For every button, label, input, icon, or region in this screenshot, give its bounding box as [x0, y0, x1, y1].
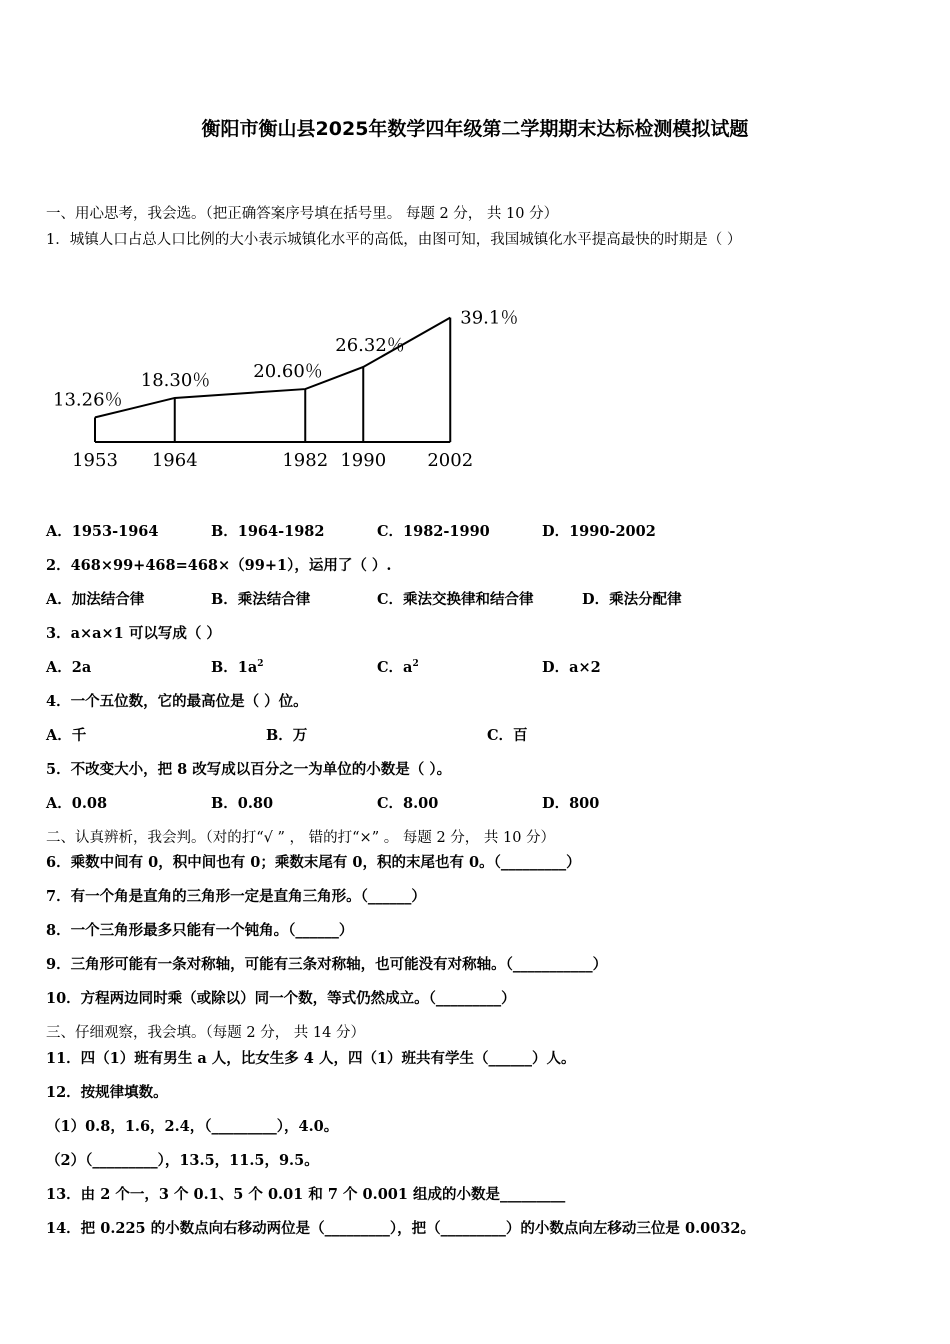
q5-option-a[interactable]: A．0.08 [46, 795, 108, 812]
q4-option-b[interactable]: B．万 [266, 727, 308, 744]
q5-option-b[interactable]: B．0.80 [211, 795, 274, 812]
chart-data-label: 39.1％ [460, 307, 519, 329]
chart-data-label: 13.26％ [53, 389, 123, 411]
chart-data-label: 26.32％ [335, 334, 405, 356]
q1-option-d[interactable]: D．1990-2002 [542, 523, 656, 540]
q1-option-a[interactable]: A．1953-1964 [46, 523, 159, 540]
q5-option-d[interactable]: D．800 [542, 795, 600, 812]
question-10: 10．方程两边同时乘（或除以）同一个数，等式仍然成立。（_________） [46, 990, 516, 1007]
q1-option-b[interactable]: B．1964-1982 [211, 523, 325, 540]
chart-data-label: 20.60％ [253, 361, 323, 383]
q2-option-b[interactable]: B．乘法结合律 [211, 591, 311, 608]
chart-x-tick-label: 1990 [340, 450, 387, 471]
superscript: 2 [257, 659, 264, 670]
q5-option-c[interactable]: C．8.00 [377, 795, 439, 812]
page-title: 衡阳市衡山县2025年数学四年级第二学期期末达标检测模拟试题 [201, 118, 749, 140]
q4-option-a[interactable]: A．千 [46, 727, 87, 744]
question-12: 12．按规律填数。 [46, 1084, 168, 1101]
section-3-heading: 三、仔细观察，我会填。（每题 2 分， 共 14 分） [46, 1025, 365, 1041]
question-9: 9．三角形可能有一条对称轴，可能有三条对称轴，也可能没有对称轴。（___________） [46, 956, 608, 973]
q3-option-b[interactable]: B．$1a^2$ [211, 659, 264, 676]
question-3: 3．a×a×1 可以写成（ ） [46, 625, 221, 642]
chart-x-tick-label: 1964 [151, 450, 198, 471]
q4-option-c[interactable]: C．百 [487, 727, 528, 744]
question-5: 5．不改变大小，把 8 改写成以百分之一为单位的小数是（ ）。 [46, 761, 452, 778]
chart-x-tick-label: 2002 [427, 450, 474, 471]
question-1: 1．城镇人口占总人口比例的大小表示城镇化水平的高低，由图可知，我国城镇化水平提高最快的时期是（ ） [46, 232, 742, 248]
chart-x-tick-label: 1982 [282, 450, 329, 471]
question-11: 11．四（1）班有男生 a 人，比女生多 4 人，四（1）班共有学生（______）人。 [46, 1050, 576, 1067]
superscript: 2 [412, 659, 419, 670]
q3-option-a[interactable]: A．2a [46, 659, 92, 676]
question-4: 4．一个五位数，它的最高位是（ ）位。 [46, 693, 308, 710]
question-7: 7．有一个角是直角的三角形一定是直角三角形。（______） [46, 888, 426, 905]
question-14: 14．把 0.225 的小数点向右移动两位是（_________），把（_________）的小数点向左移动三位是 0.0032。 [46, 1220, 755, 1237]
q3-option-d[interactable]: D．a×2 [542, 659, 601, 676]
q1-option-c[interactable]: C．1982-1990 [377, 523, 490, 540]
question-8: 8．一个三角形最多只能有一个钝角。（______） [46, 922, 354, 939]
chart-x-tick-label: 1953 [72, 450, 118, 471]
question-2: 2．468×99+468=468×（99+1），运用了（ ）. [46, 557, 392, 574]
question-12-part-1: （1）0.8，1.6，2.4，（_________），4.0。 [46, 1118, 339, 1135]
q2-option-c[interactable]: C．乘法交换律和结合律 [377, 591, 534, 608]
q2-option-a[interactable]: A．加法结合律 [46, 591, 145, 608]
q3-option-c[interactable]: C．$a^2$ [377, 659, 419, 676]
section-2-heading: 二、认真辨析，我会判。（对的打“√ ” ， 错的打“×” 。 每题 2 分， 共 10 分） [46, 830, 556, 846]
question-13: 13．由 2 个一，3 个 0.1、5 个 0.01 和 7 个 0.001 组成的小数是_________ [46, 1186, 566, 1203]
chart-data-label: 18.30％ [140, 369, 211, 391]
question-12-part-2: （2）（_________），13.5，11.5，9.5。 [46, 1152, 319, 1169]
section-1-heading: 一、用心思考，我会选。（把正确答案序号填在括号里。 每题 2 分， 共 10 分） [46, 206, 559, 222]
q2-option-d[interactable]: D．乘法分配律 [582, 591, 682, 608]
question-6: 6．乘数中间有 0，积中间也有 0；乘数末尾有 0，积的末尾也有 0。（_________） [46, 854, 581, 871]
urbanization-chart [40, 268, 540, 480]
